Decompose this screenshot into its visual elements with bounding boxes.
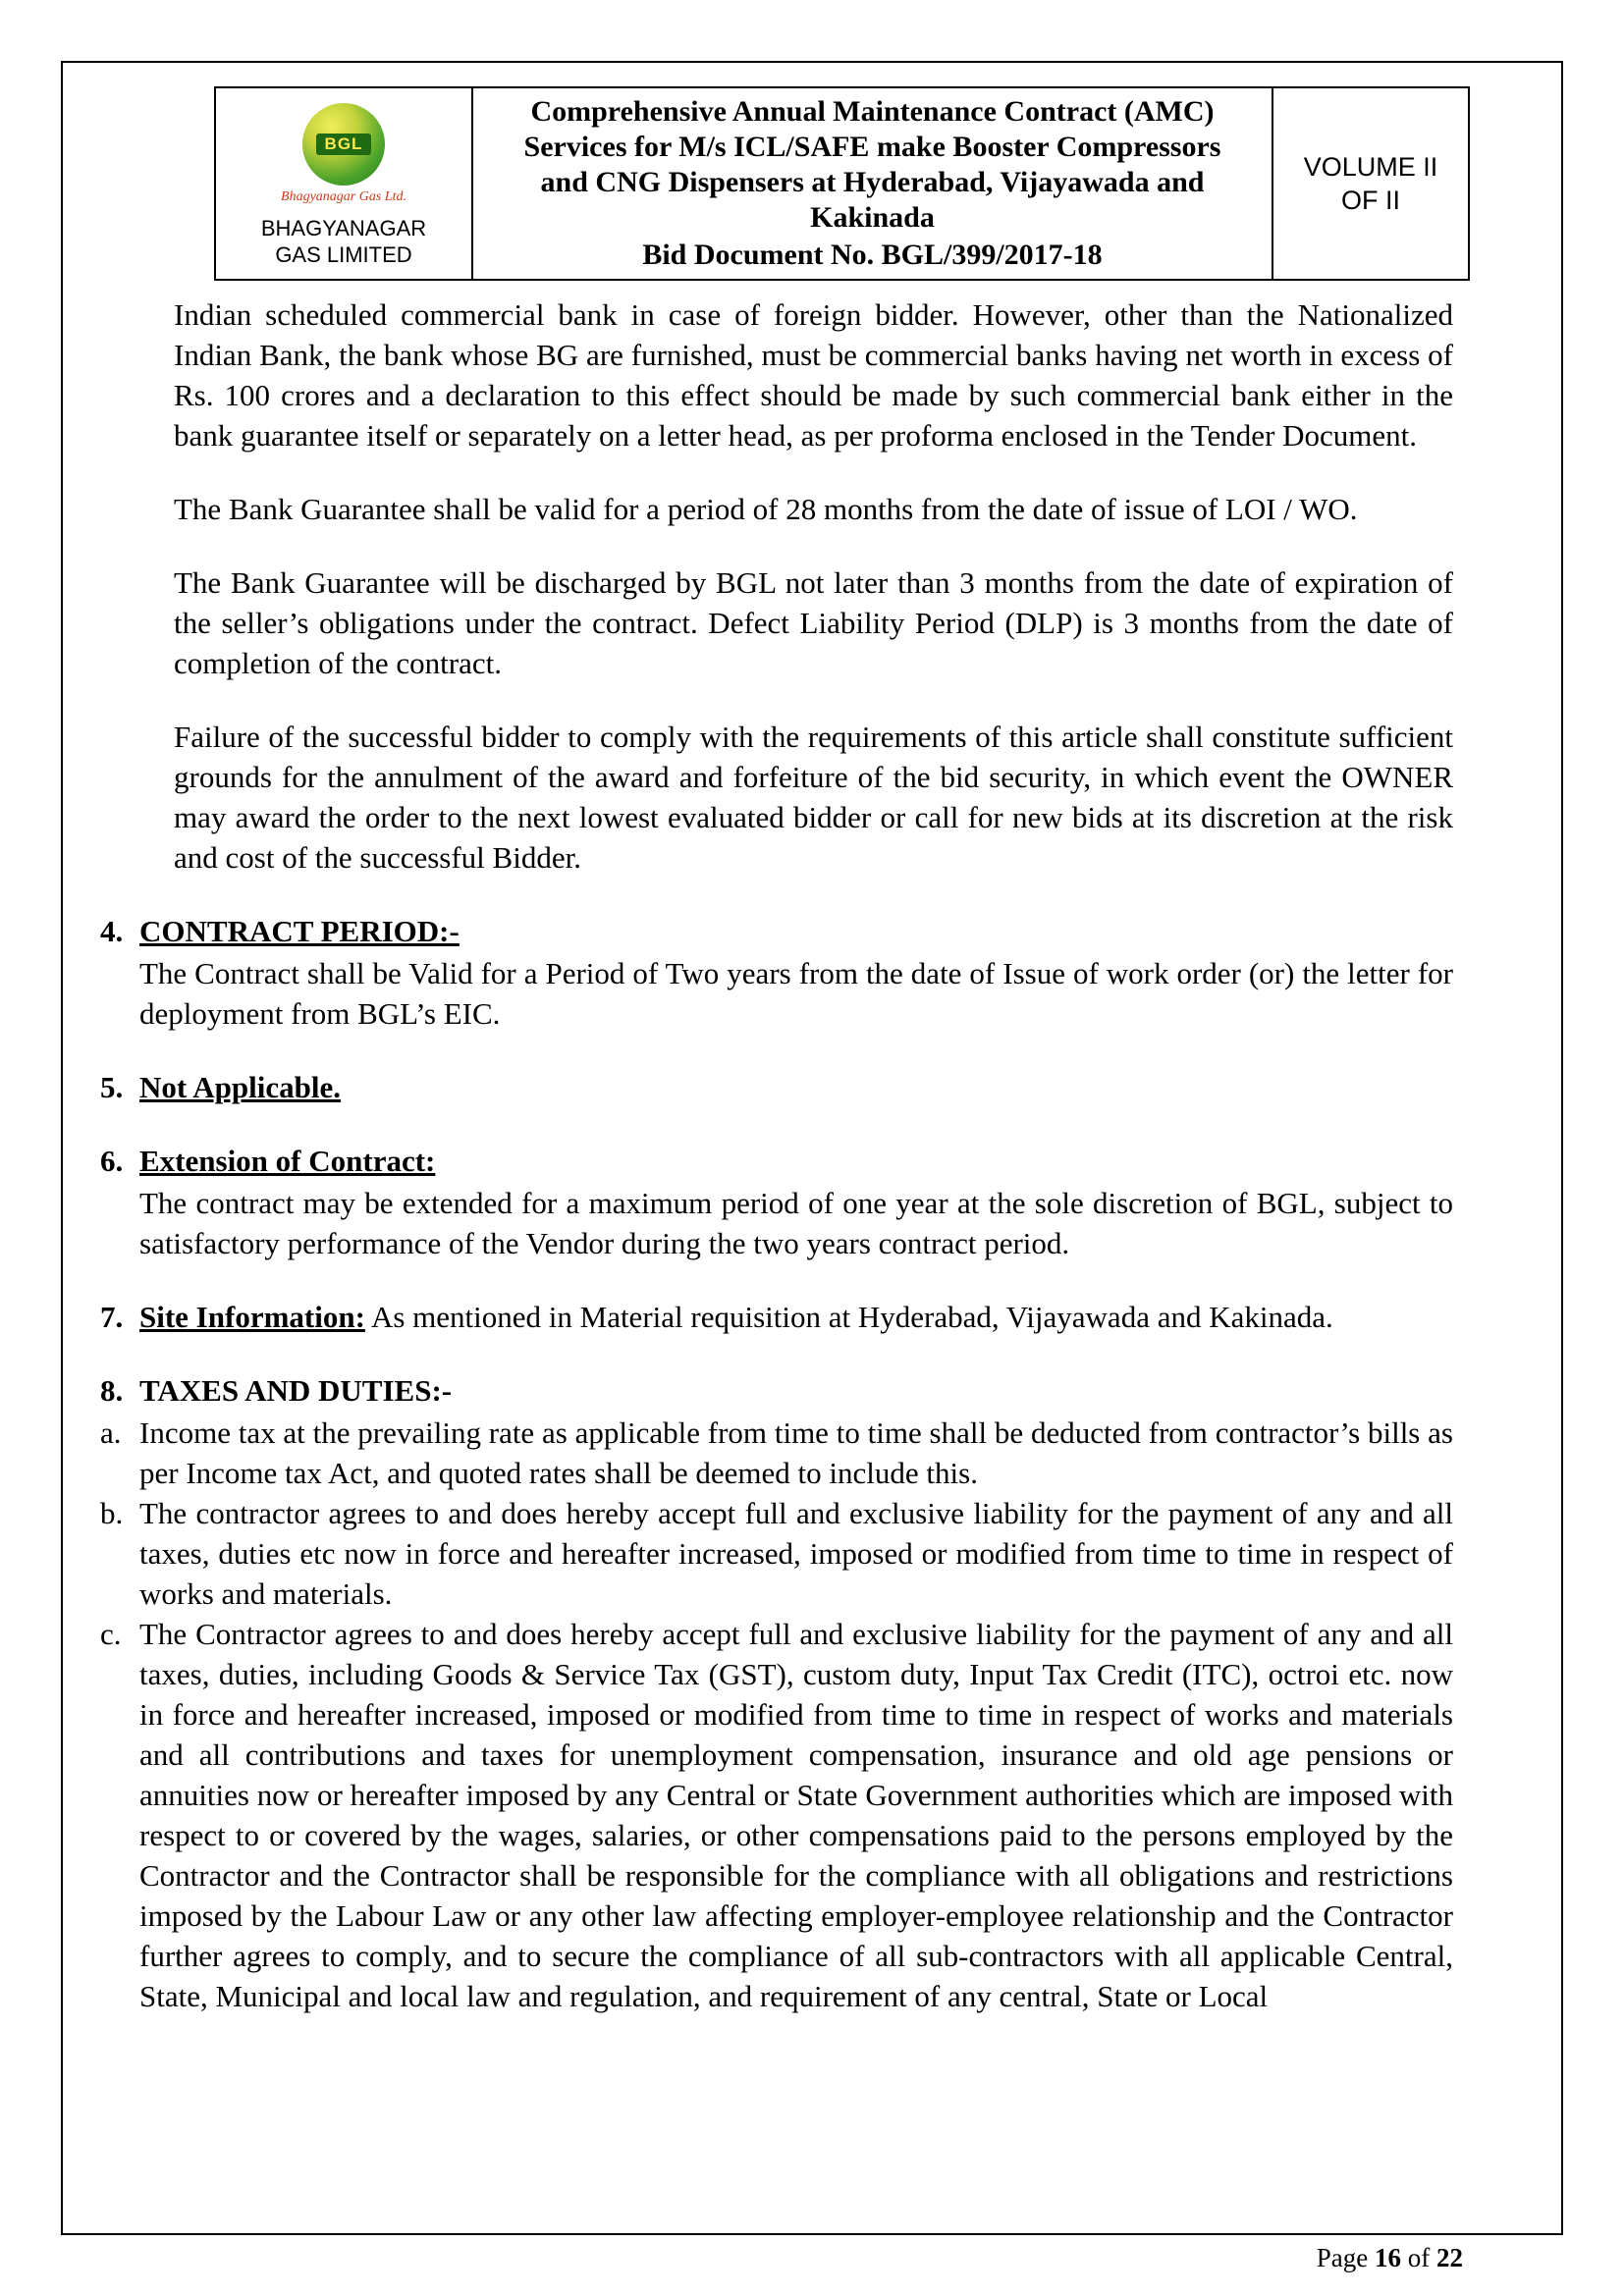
section-number: 8. [100, 1373, 124, 1408]
section-extension-of-contract [100, 1141, 1453, 1263]
list-item-text: The contractor agrees to and does hereby accept full and exclusive liability for the payment of any and all taxes, duties etc now in force and hereafter increased, imposed or modified from time to time in respect of works and materials. [139, 1496, 1453, 1611]
footer-total-pages: 22 [1436, 2243, 1463, 2272]
section-content [139, 1141, 1453, 1263]
section-taxes-and-duties [100, 1370, 1453, 1411]
list-item-text: The Contractor agrees to and does hereby accept full and exclusive liability for the payment of any and all taxes, duties, including Goods & Service Tax (GST), custom duty, Input Tax Credit (ITC), octroi etc. now in force and hereafter increased, imposed or modified from time to time in respect of works and materials and all contributions and taxes for unemployment compensation, insurance and old age pensions or annuities now or hereafter imposed by any Central or State Government authorities which are imposed with respect to or covered by the wages, salaries, or other compensations paid to the persons employed by the Contractor and the Contractor shall be responsible for the compliance with all obligations and restrictions imposed by the Labour Law or any other law affecting employer-employee relationship and the Contractor further agrees to comply, and to secure the compliance of all sub-contractors with all applicable Central, State, Municipal and local law and regulation, and requirement of any central, State or Local [139, 1617, 1453, 2013]
section-content [139, 1067, 1453, 1107]
section-text: The Contract shall be Valid for a Period of Two years from the date of Issue of work order (or) the letter for deployment from BGL’s EIC. [139, 956, 1453, 1031]
bgl-logo-icon [302, 103, 385, 186]
tax-item-b [100, 1493, 1453, 1614]
section-not-applicable [100, 1067, 1453, 1107]
section-heading: CONTRACT PERIOD:- [139, 914, 460, 948]
logo-cell [215, 87, 472, 280]
tax-item-c [100, 1614, 1453, 2016]
section-site-information [100, 1297, 1453, 1337]
paragraph-bg-validity: The Bank Guarantee shall be valid for a period of 28 months from the date of issue of LOI / WO. [174, 492, 1358, 526]
section-number: 6. [100, 1144, 124, 1178]
company-name: BHAGYANAGAR GAS LIMITED [260, 216, 427, 267]
document-title: Comprehensive Annual Maintenance Contract (AMC) Services for M/s ICL/SAFE make Booster Compressors and CNG Dispensers at Hyderabad, Vijayawada and Kakinada [523, 95, 1221, 234]
list-item-content [139, 1614, 1453, 2016]
page-footer [1317, 2242, 1463, 2273]
document-header [214, 86, 1470, 281]
section-heading: Not Applicable. [139, 1070, 341, 1104]
section-inline-text: As mentioned in Material requisition at Hyderabad, Vijayawada and Kakinada. [370, 1300, 1333, 1334]
section-content [139, 1370, 1453, 1411]
section-heading: Extension of Contract: [139, 1144, 436, 1178]
list-item-label: a. [100, 1415, 122, 1450]
list-item-content [139, 1413, 1453, 1493]
section-text [139, 1297, 1453, 1337]
logo-abbr: BGL [316, 133, 372, 155]
logo-caption: Bhagyanagar Gas Ltd. [281, 189, 406, 204]
list-item-content [139, 1493, 1453, 1614]
bid-document-number: Bid Document No. BGL/399/2017-18 [642, 239, 1103, 271]
document-body [63, 281, 1561, 2016]
section-number: 5. [100, 1070, 124, 1104]
list-item-label: b. [100, 1496, 124, 1530]
section-number: 7. [100, 1300, 124, 1334]
footer-page-label: Page [1316, 2243, 1369, 2272]
footer-of-label: of [1407, 2243, 1431, 2272]
section-content [139, 911, 1453, 1034]
volume-line1: VOLUME II [1303, 152, 1438, 182]
section-number: 4. [100, 914, 124, 948]
section-heading: TAXES AND DUTIES:- [139, 1373, 453, 1408]
paragraph-bg-discharge: The Bank Guarantee will be discharged by BGL not later than 3 months from the date of expiration of the seller’s obligations under the contract. Defect Liability Period (DLP) is 3 months from the date of completion of the contract. [174, 565, 1453, 680]
section-content [139, 1297, 1453, 1337]
list-item-label: c. [100, 1617, 122, 1651]
title-cell [472, 87, 1272, 280]
volume-cell [1272, 87, 1469, 280]
section-heading: Site Information: [139, 1300, 365, 1334]
tax-item-a [100, 1413, 1453, 1493]
footer-page-number: 16 [1375, 2243, 1401, 2272]
section-text: The contract may be extended for a maximum period of one year at the sole discretion of BGL, subject to satisfactory performance of the Vendor during the two years contract period. [139, 1186, 1453, 1260]
list-item-text: Income tax at the prevailing rate as applicable from time to time shall be deducted from contractor’s bills as per Income tax Act, and quoted rates shall be deemed to include this. [139, 1415, 1453, 1490]
paragraph-bank-guarantee-conditions: Indian scheduled commercial bank in case of foreign bidder. However, other than the Nationalized Indian Bank, the bank whose BG are furnished, must be commercial banks having net worth in excess of Rs. 100 crores and a declaration to this effect should be made by such commercial bank either in the bank guarantee itself or separately on a letter head, as per proforma enclosed in the Tender Document. [174, 297, 1453, 453]
volume-line2: OF II [1341, 186, 1400, 215]
page-border [61, 61, 1563, 2235]
section-contract-period [100, 911, 1453, 1034]
paragraph-bidder-failure: Failure of the successful bidder to comply with the requirements of this article shall constitute sufficient grounds for the annulment of the award and forfeiture of the bid security, in which event the OWNER may award the order to the next lowest evaluated bidder or call for new bids at its discretion at the risk and cost of the successful Bidder. [174, 720, 1453, 875]
